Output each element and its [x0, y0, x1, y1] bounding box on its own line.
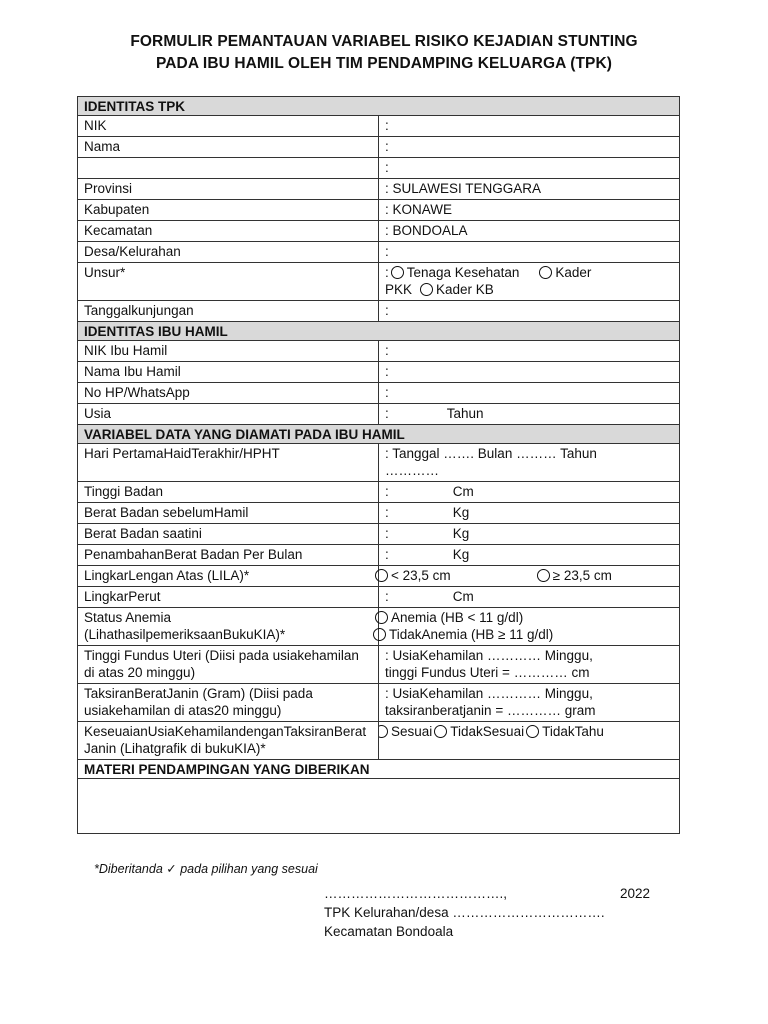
field-value[interactable]: :: [379, 116, 680, 137]
field-value[interactable]: : UsiaKehamilan ………… Minggu, taksiranberatjanin = ………… gram: [379, 684, 680, 722]
radio-tidak-sesuai[interactable]: [434, 725, 447, 738]
field-label: LingkarPerut: [78, 587, 379, 608]
signature-place: ………………………………….,: [324, 886, 508, 901]
materi-input-area[interactable]: [78, 779, 680, 834]
field-label: NIK: [78, 116, 379, 137]
field-label: PenambahanBerat Badan Per Bulan: [78, 545, 379, 566]
table-row: [78, 263, 680, 301]
table-row: [78, 444, 680, 482]
table-row: [78, 116, 680, 137]
table-row: [78, 684, 680, 722]
lila-options: < 23,5 cm ≥ 23,5 cm: [379, 566, 680, 587]
table-row: [78, 545, 680, 566]
table-row: [78, 200, 680, 221]
field-label: No HP/WhatsApp: [78, 383, 379, 404]
table-row: [78, 242, 680, 263]
field-label: Nama Ibu Hamil: [78, 362, 379, 383]
kesesuaian-options: Sesuai TidakSesuai TidakTahu: [379, 722, 680, 760]
radio-anemia[interactable]: [375, 611, 388, 624]
section-identitas-ibu: [78, 322, 680, 341]
field-label: Tinggi Fundus Uteri (Diisi pada usiakehamilan di atas 20 minggu): [78, 646, 379, 684]
table-row: [78, 503, 680, 524]
radio-kader-kb[interactable]: [420, 283, 433, 296]
field-label: Nama: [78, 137, 379, 158]
signature-block: [324, 884, 654, 941]
table-row: [78, 383, 680, 404]
field-value[interactable]: : BONDOALA: [379, 221, 680, 242]
field-value[interactable]: :: [379, 383, 680, 404]
anemia-options: Anemia (HB < 11 g/dl) TidakAnemia (HB ≥ 11 g/dl): [379, 608, 680, 646]
table-row: [78, 179, 680, 200]
field-value[interactable]: : SULAWESI TENGGARA: [379, 179, 680, 200]
radio-lila-above[interactable]: [537, 569, 550, 582]
field-value[interactable]: :: [379, 242, 680, 263]
table-row: [78, 362, 680, 383]
radio-tidak-tahu[interactable]: [526, 725, 539, 738]
field-value[interactable]: :: [379, 158, 680, 179]
title-line-1: FORMULIR PEMANTAUAN VARIABEL RISIKO KEJADIAN STUNTING: [130, 33, 638, 50]
field-value[interactable]: : Tanggal ……. Bulan ……… Tahun …………: [379, 444, 680, 482]
table-row: [78, 482, 680, 503]
field-value[interactable]: : Cm: [379, 587, 680, 608]
table-row: [78, 524, 680, 545]
signature-year: 2022: [619, 886, 650, 901]
monitoring-form-table: [77, 96, 680, 834]
radio-lila-below[interactable]: [375, 569, 388, 582]
field-label: Kabupaten: [78, 200, 379, 221]
table-row: [78, 587, 680, 608]
table-row: [78, 158, 680, 179]
field-label: Kecamatan: [78, 221, 379, 242]
field-label: Desa/Kelurahan: [78, 242, 379, 263]
field-value[interactable]: : KONAWE: [379, 200, 680, 221]
radio-kader-pkk[interactable]: [539, 266, 552, 279]
table-row: [78, 608, 680, 646]
section-header: IDENTITAS IBU HAMIL: [78, 322, 680, 341]
title-line-2: PADA IBU HAMIL OLEH TIM PENDAMPING KELUARGA (TPK): [155, 55, 613, 72]
field-value[interactable]: : Kg: [379, 503, 680, 524]
field-value[interactable]: : Kg: [379, 524, 680, 545]
section-header: MATERI PENDAMPINGAN YANG DIBERIKAN: [78, 760, 680, 779]
field-value[interactable]: : UsiaKehamilan ………… Minggu, tinggi Fundus Uteri = ………… cm: [379, 646, 680, 684]
form-title: [0, 31, 768, 75]
unsur-options: : Tenaga Kesehatan Kader PKK Kader KB: [379, 263, 680, 301]
field-label: Hari PertamaHaidTerakhir/HPHT: [78, 444, 379, 482]
table-row: [78, 341, 680, 362]
table-row: [78, 404, 680, 425]
field-label: LingkarLengan Atas (LILA)*: [78, 566, 379, 587]
field-value[interactable]: : Kg: [379, 545, 680, 566]
radio-tidak-anemia[interactable]: [373, 628, 386, 641]
section-header: VARIABEL DATA YANG DIAMATI PADA IBU HAMIL: [78, 425, 680, 444]
field-label: [78, 158, 379, 179]
materi-body-row: [78, 779, 680, 834]
section-identitas-tpk: [78, 97, 680, 116]
field-label: Berat Badan saatini: [78, 524, 379, 545]
field-label: Provinsi: [78, 179, 379, 200]
field-value[interactable]: :: [379, 137, 680, 158]
field-label: Unsur*: [78, 263, 379, 301]
signature-kecamatan: Kecamatan Bondoala: [324, 924, 454, 939]
field-value[interactable]: :: [379, 362, 680, 383]
field-label: TaksiranBeratJanin (Gram) (Diisi pada usiakehamilan di atas20 minggu): [78, 684, 379, 722]
field-label: Tanggalkunjungan: [78, 301, 379, 322]
table-row: [78, 301, 680, 322]
table-row: [78, 221, 680, 242]
table-row: [78, 566, 680, 587]
field-label: Usia: [78, 404, 379, 425]
section-header: IDENTITAS TPK: [78, 97, 680, 116]
instruction-note: *Diberitanda ✓ pada pilihan yang sesuai: [94, 862, 318, 876]
signature-tpk: TPK Kelurahan/desa …………………………….: [324, 905, 605, 920]
field-value[interactable]: :: [379, 341, 680, 362]
field-label: Status Anemia (LihathasilpemeriksaanBukuKIA)*: [78, 608, 379, 646]
table-row: [78, 646, 680, 684]
table-row: [78, 722, 680, 760]
field-label: Berat Badan sebelumHamil: [78, 503, 379, 524]
field-label: Tinggi Badan: [78, 482, 379, 503]
section-variabel: [78, 425, 680, 444]
radio-sesuai[interactable]: [379, 725, 389, 738]
field-value[interactable]: : Cm: [379, 482, 680, 503]
radio-tenaga-kesehatan[interactable]: [391, 266, 404, 279]
field-value[interactable]: :: [379, 301, 680, 322]
field-label: NIK Ibu Hamil: [78, 341, 379, 362]
table-row: [78, 137, 680, 158]
field-label: KeseuaianUsiaKehamilandenganTaksiranBerat Janin (Lihatgrafik di bukuKIA)*: [78, 722, 379, 760]
field-value[interactable]: : Tahun: [379, 404, 680, 425]
section-materi: [78, 760, 680, 779]
